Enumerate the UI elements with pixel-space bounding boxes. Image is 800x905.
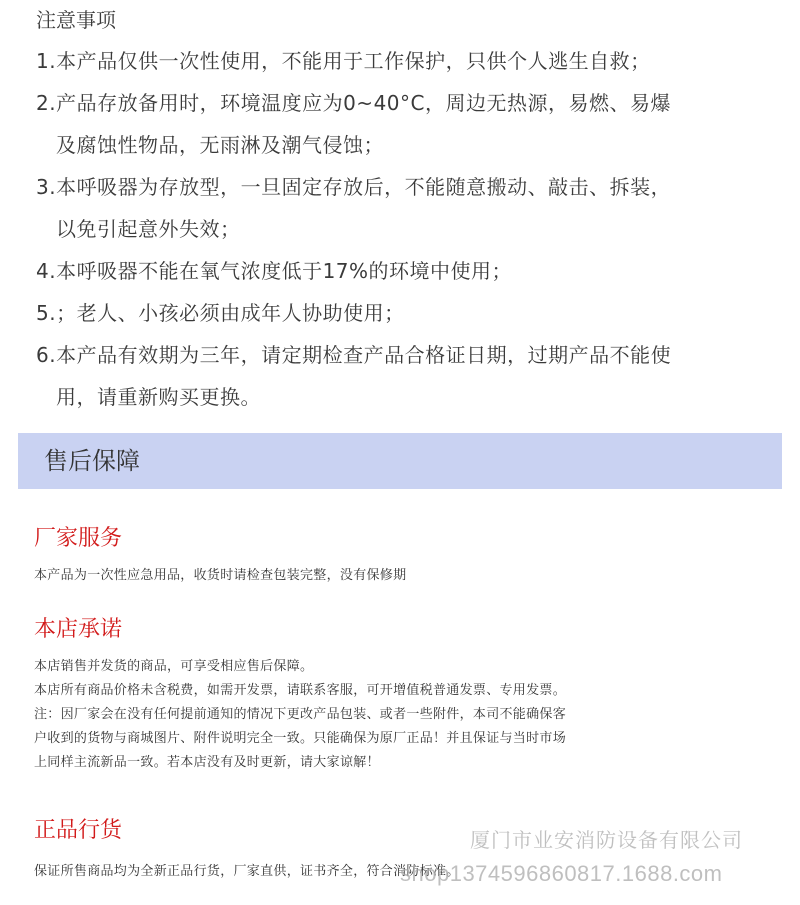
note-line-continued: 及腐蚀性物品，无雨淋及潮气侵蚀； (56, 133, 384, 157)
store-promise-line: 本店所有商品价格未含税费，如需开发票，请联系客服，可开增值税普通发票、专用发票。 (34, 683, 567, 698)
note-line: 6.本产品有效期为三年，请定期检查产品合格证日期，过期产品不能使 (36, 343, 672, 367)
note-line-continued: 用，请重新购买更换。 (56, 385, 261, 409)
note-item-5 (36, 292, 776, 334)
note-line: 2.产品存放备用时，环境温度应为0~40°C，周边无热源，易燃、易爆 (36, 91, 671, 115)
genuine-goods-title: 正品行货 (34, 818, 123, 843)
notes-section (36, 6, 776, 418)
genuine-goods-section (34, 816, 784, 884)
note-line: 5.；老人、小孩必须由成年人协助使用； (36, 301, 405, 325)
store-promise-line: 户收到的货物与商城图片、附件说明完全一致。只能确保为原厂正品！并且保证与当时市场 (34, 731, 567, 746)
note-item-3 (36, 166, 776, 250)
store-promise-section (34, 615, 784, 775)
genuine-goods-text: 保证所售商品均为全新正品行货，厂家直供，证书齐全，符合消防标准。 (34, 864, 460, 879)
watermark-url: shop1374596860817.1688.com (400, 861, 723, 886)
factory-service-section (34, 524, 784, 588)
note-line: 3.本呼吸器为存放型，一旦固定存放后，不能随意搬动、敲击、拆装， (36, 175, 672, 199)
note-line: 1.本产品仅供一次性使用，不能用于工作保护，只供个人逃生自救； (36, 49, 651, 73)
watermark-company: 厦门市业安消防设备有限公司 (470, 830, 743, 852)
banner-title: 售后保障 (44, 447, 140, 475)
store-promise-line: 上同样主流新品一致。若本店没有及时更新，请大家谅解！ (34, 755, 380, 770)
note-line: 4.本呼吸器不能在氧气浓度低于17%的环境中使用； (36, 259, 513, 283)
note-item-1 (36, 40, 776, 82)
factory-service-title: 厂家服务 (34, 526, 123, 551)
note-item-4 (36, 250, 776, 292)
after-sales-banner (18, 433, 782, 489)
store-promise-line: 注：因厂家会在没有任何提前通知的情况下更改产品包装、或者一些附件，本司不能确保客 (34, 707, 567, 722)
note-item-2 (36, 82, 776, 166)
store-promise-title: 本店承诺 (34, 617, 123, 642)
notes-title: 注意事项 (36, 8, 116, 32)
store-promise-line: 本店销售并发货的商品，可享受相应售后保障。 (34, 659, 314, 674)
note-line-continued: 以免引起意外失效； (56, 217, 241, 241)
note-item-6 (36, 334, 776, 418)
factory-service-text: 本产品为一次性应急用品，收货时请检查包装完整，没有保修期 (34, 568, 407, 583)
